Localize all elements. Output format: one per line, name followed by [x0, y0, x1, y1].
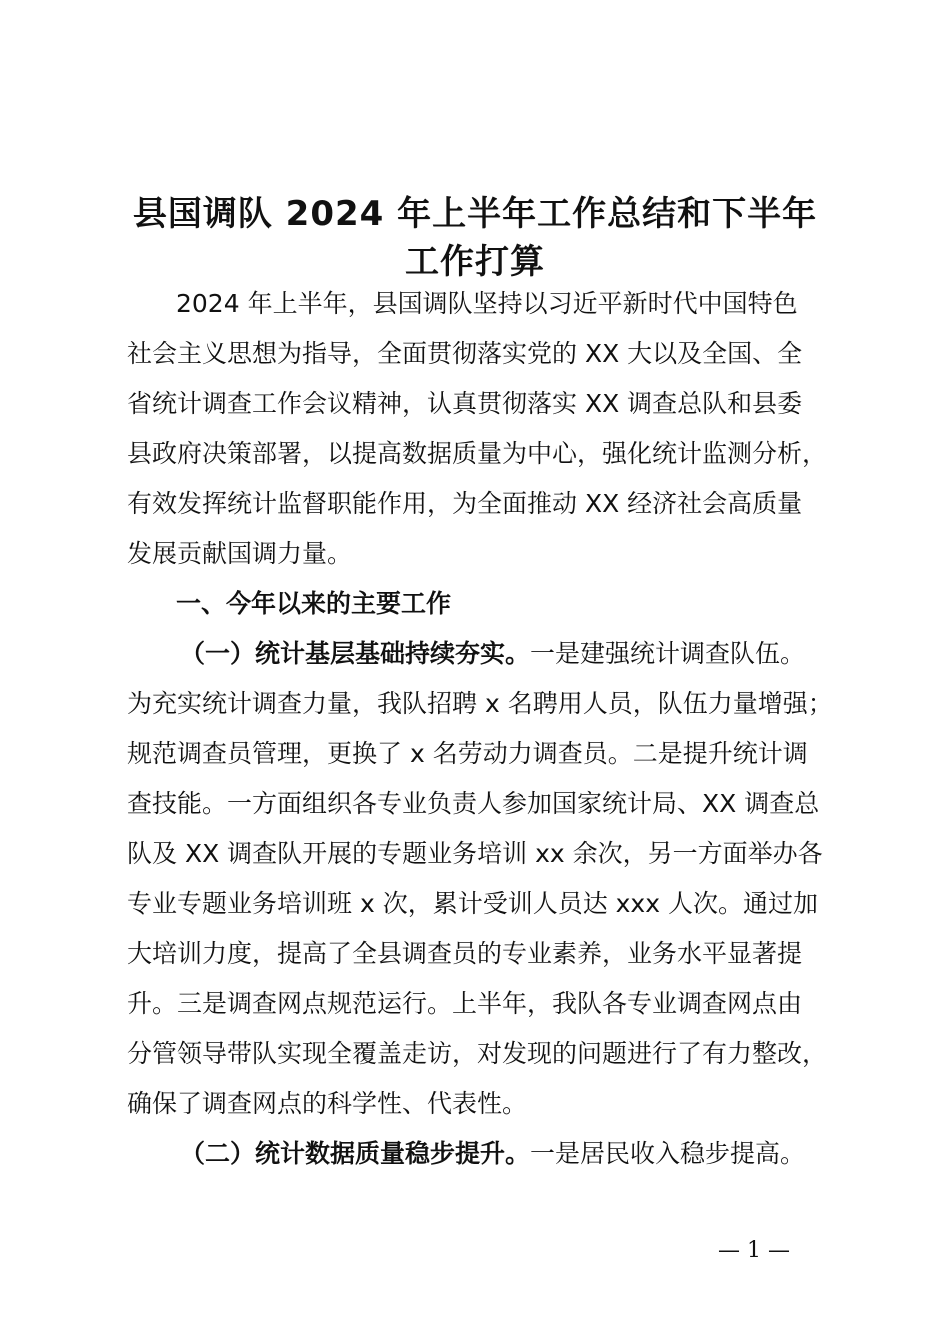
subsection-2-first-line	[180, 1139, 805, 1169]
subsection-1-heading: （一）统计基层基础持续夯实。	[180, 639, 531, 668]
intro-paragraph-line-2: 社会主义思想为指导，全面贯彻落实党的 XX 大以及全国、全	[127, 339, 803, 368]
intro-paragraph-line-6: 发展贡献国调力量。	[127, 539, 353, 568]
subsection-1-line-2: 为充实统计调查力量，我队招聘 x 名聘用人员，队伍力量增强；	[127, 689, 833, 718]
intro-paragraph-line-1: 2024 年上半年，县国调队坚持以习近平新时代中国特色	[176, 289, 798, 318]
subsection-1-first-line	[180, 639, 805, 669]
intro-paragraph-line-4: 县政府决策部署，以提高数据质量为中心，强化统计监测分析，	[127, 439, 828, 468]
document-title-line-1: 县国调队 2024 年上半年工作总结和下半年	[132, 194, 818, 234]
section-heading-main-work: 一、今年以来的主要工作	[176, 589, 452, 618]
page-number: — 1 —	[718, 1238, 790, 1263]
intro-paragraph-line-5: 有效发挥统计监督职能作用，为全面推动 XX 经济社会高质量	[127, 489, 803, 518]
subsection-1-line-7: 大培训力度，提高了全县调查员的专业素养，业务水平显著提	[127, 939, 803, 968]
document-title-line-2: 工作打算	[405, 242, 545, 282]
subsection-1-line-4: 查技能。一方面组织各专业负责人参加国家统计局、XX 调查总	[127, 789, 820, 818]
subsection-1-line-10: 确保了调查网点的科学性、代表性。	[127, 1089, 528, 1118]
subsection-1-line-3: 规范调查员管理，更换了 x 名劳动力调查员。二是提升统计调	[127, 739, 808, 768]
subsection-1-line-6: 专业专题业务培训班 x 次，累计受训人员达 xxx 人次。通过加	[127, 889, 818, 918]
subsection-1-first-line-text: 一是建强统计调查队伍。	[530, 639, 806, 668]
subsection-1-line-8: 升。三是调查网点规范运行。上半年，我队各专业调查网点由	[127, 989, 803, 1018]
subsection-2-first-line-text: 一是居民收入稳步提高。	[530, 1139, 806, 1168]
intro-paragraph-line-3: 省统计调查工作会议精神，认真贯彻落实 XX 调查总队和县委	[127, 389, 803, 418]
subsection-1-line-9: 分管领导带队实现全覆盖走访，对发现的问题进行了有力整改，	[127, 1039, 828, 1068]
subsection-1-line-5: 队及 XX 调查队开展的专题业务培训 xx 余次，另一方面举办各	[127, 839, 823, 868]
subsection-2-heading: （二）统计数据质量稳步提升。	[180, 1139, 531, 1168]
